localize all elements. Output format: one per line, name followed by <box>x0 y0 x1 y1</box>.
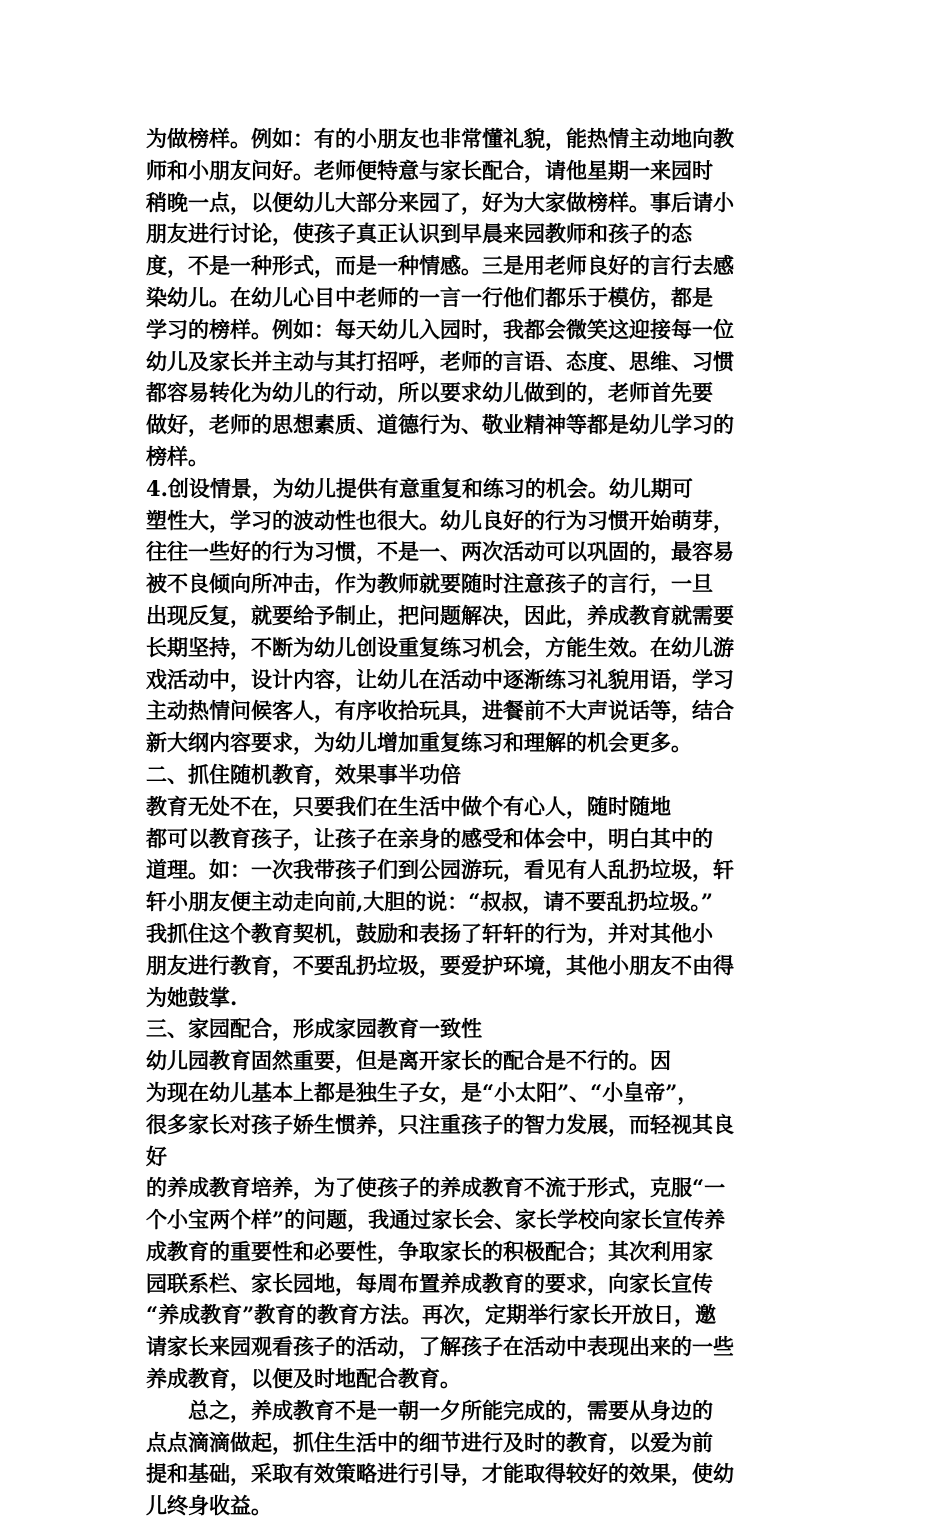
text-line: 都容易转化为幼儿的行动，所以要求幼儿做到的，老师首先要 <box>146 380 713 406</box>
text-line: 园联系栏、家长园地，每周布置养成教育的要求，向家长宣传 <box>146 1270 713 1296</box>
text-line: 的养成教育培养，为了使孩子的养成教育不流于形式，克服“一 <box>146 1175 726 1201</box>
text-line: 榜样。 <box>146 443 209 469</box>
text-line: 幼儿园教育固然重要，但是离开家长的配合是不行的。因 <box>146 1048 671 1074</box>
text-line: 幼儿及家长并主动与其打招呼，老师的言语、态度、思维、习惯 <box>146 348 734 374</box>
text-line: 戏活动中，设计内容，让幼儿在活动中逐渐练习礼貌用语，学习 <box>146 666 734 692</box>
text-line: 师和小朋友问好。老师便特意与家长配合，请他星期一来园时 <box>146 157 713 183</box>
section-heading: 三、家园配合，形成家园教育一致性 <box>146 1016 482 1042</box>
text-line: 都可以教育孩子，让孩子在亲身的感受和体会中，明白其中的 <box>146 825 713 851</box>
text-line: 养成教育，以便及时地配合教育。 <box>146 1366 461 1392</box>
text-line: 请家长来园观看孩子的活动，了解孩子在活动中表现出来的一些 <box>146 1334 734 1360</box>
text-line: 总之，养成教育不是一朝一夕所能完成的，需要从身边的 <box>188 1397 713 1423</box>
text-line: 新大纲内容要求，为幼儿增加重复练习和理解的机会更多。 <box>146 730 692 756</box>
text-line: 往往一些好的行为习惯，不是一、两次活动可以巩固的，最容易 <box>146 539 734 565</box>
text-line: 我抓住这个教育契机，鼓励和表扬了轩轩的行为，并对其他小 <box>146 920 713 946</box>
section-heading: 4.创设情景，为幼儿提供有意重复和练习的机会。幼儿期可 <box>146 475 693 501</box>
text-line: 染幼儿。在幼儿心目中老师的一言一行他们都乐于模仿，都是 <box>146 284 713 310</box>
text-line: 被不良倾向所冲击，作为教师就要随时注意孩子的言行，一旦 <box>146 571 713 597</box>
text-line: 出现反复，就要给予制止，把问题解决，因此，养成教育就需要 <box>146 602 734 628</box>
text-line: 成教育的重要性和必要性，争取家长的积极配合；其次利用家 <box>146 1238 713 1264</box>
text-line: 塑性大，学习的波动性也很大。幼儿良好的行为习惯开始萌芽， <box>146 507 734 533</box>
text-line: 主动热情问候客人，有序收拾玩具，进餐前不大声说话等，结合 <box>146 698 734 724</box>
text-line: 点点滴滴做起，抓住生活中的细节进行及时的教育，以爱为前 <box>146 1429 713 1455</box>
text-line: 很多家长对孩子娇生惯养，只注重孩子的智力发展，而轻视其良 <box>146 1111 734 1137</box>
text-line: 度，不是一种形式，而是一种情感。三是用老师良好的言行去感 <box>146 253 734 279</box>
text-line: 学习的榜样。例如：每天幼儿入园时，我都会微笑这迎接每一位 <box>146 316 734 342</box>
text-line: 做好，老师的思想素质、道德行为、敬业精神等都是幼儿学习的 <box>146 412 734 438</box>
text-line: 朋友进行教育，不要乱扔垃圾，要爱护环境，其他小朋友不由得 <box>146 952 734 978</box>
text-line: 朋友进行讨论，使孩子真正认识到早晨来园教师和孩子的态 <box>146 221 692 247</box>
text-line: 儿终身收益。 <box>146 1493 272 1519</box>
text-line: 教育无处不在，只要我们在生活中做个有心人，随时随地 <box>146 793 671 819</box>
text-line: 好 <box>146 1143 167 1169</box>
text-line: 为现在幼儿基本上都是独生子女，是“小太阳”、“小皇帝”， <box>146 1079 699 1105</box>
text-line: 个小宝两个样”的问题，我通过家长会、家长学校向家长宣传养 <box>146 1207 726 1233</box>
section-heading: 二、抓住随机教育，效果事半功倍 <box>146 761 461 787</box>
text-line: 提和基础，采取有效策略进行引导，才能取得较好的效果，使幼 <box>146 1461 734 1487</box>
text-line: 道理。如：一次我带孩子们到公园游玩，看见有人乱扔垃圾，轩 <box>146 857 734 883</box>
text-line: 轩小朋友便主动走向前,大胆的说：“叔叔，请不要乱扔垃圾。” <box>146 889 713 915</box>
body-text <box>146 123 816 1522</box>
text-line: 为做榜样。例如：有的小朋友也非常懂礼貌，能热情主动地向教 <box>146 126 734 151</box>
text-line: 长期坚持，不断为幼儿创设重复练习机会，方能生效。在幼儿游 <box>146 634 734 660</box>
text-line: 稍晚一点，以便幼儿大部分来园了，好为大家做榜样。事后请小 <box>146 189 734 215</box>
text-line: “养成教育”教育的教育方法。再次，定期举行家长开放日，邀 <box>146 1302 717 1328</box>
text-line: 为她鼓掌. <box>146 984 238 1010</box>
